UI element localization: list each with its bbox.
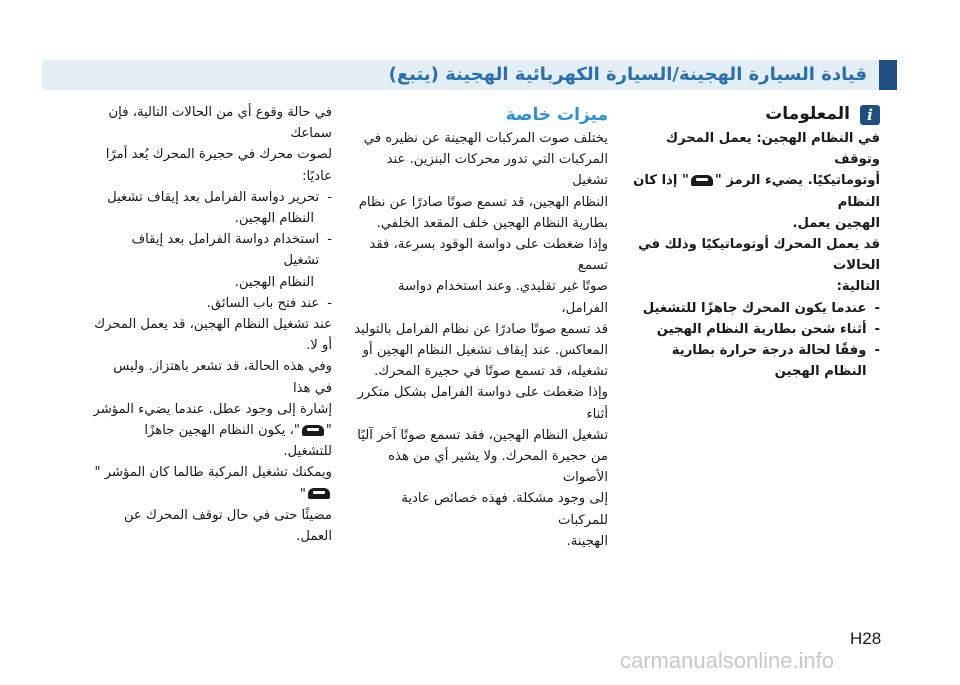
info-line-3: الهجين يعمل. (792, 215, 880, 231)
text-line: يختلف صوت المركبات الهجينة عن نظيره في (363, 131, 608, 146)
ready-indicator-icon (691, 175, 713, 186)
text-line: وإذا ضغطت على دواسة الفرامل بشكل متكرر أثناء (357, 385, 608, 422)
text-line: بطارية النظام الهجين خلف المقعد الخلفي. (376, 215, 608, 231)
text-line: من حجيرة المحرك. ولا يشير أي من هذه الأصوات (388, 449, 608, 486)
text-line: النظام الهجين. (234, 274, 314, 290)
special-features-column (348, 102, 608, 552)
info-line-1: في النظام الهجين: يعمل المحرك وتوقف (666, 131, 880, 168)
title-accent-block (879, 60, 897, 90)
list-item: - تحرير دواسة الفرامل بعد إيقاف تشغيل (107, 189, 332, 205)
info-line-5: التالية: (836, 279, 880, 295)
engine-sound-column (92, 102, 332, 547)
section-title: قيادة السيارة الهجينة/السيارة الكهربائية الهجينة (يتبع) (388, 64, 867, 85)
text-line: النظام الهجين. (234, 211, 314, 227)
list-item: - استخدام دواسة الفرامل بعد إيقاف تشغيل (131, 232, 332, 269)
page-number: H28 (850, 629, 882, 648)
special-features-heading: ميزات خاصة (505, 105, 608, 125)
ready-indicator-icon (302, 425, 324, 436)
section-title-bar (42, 60, 897, 90)
info-icon: i (860, 105, 880, 125)
info-bullet: - أثناء شحن بطارية النظام الهجين (656, 321, 880, 337)
info-heading (630, 102, 880, 128)
text-line: ""، يكون النظام الهجين جاهزًا للتشغيل. (144, 423, 332, 460)
text-line: تشغيله، قد تسمع صوتًا في حجيرة المحرك. (374, 364, 608, 380)
text-line: الهجينة. (566, 533, 608, 549)
info-line-2: أوتوماتيكيًا. يضيء الرمز "" إذا كان النظام (633, 173, 880, 210)
list-item: - عند فتح باب السائق. (206, 295, 332, 311)
info-heading-text: المعلومات (765, 104, 850, 125)
text-line: وفي هذه الحالة، قد تشعر باهتزاز. وليس في هذا (113, 359, 332, 396)
text-line: في حالة وقوع أي من الحالات التالية، فإن سماعك (108, 105, 332, 142)
info-line-4: قد يعمل المحرك أوتوماتيكيًا وذلك في الحالات (638, 237, 880, 274)
text-line: المعاكس. عند إيقاف تشغيل النظام الهجين أو (362, 343, 608, 359)
text-line: إشارة إلى وجود عطل. عندما يضيء المؤشر (93, 401, 332, 417)
ready-indicator-icon (308, 488, 330, 499)
watermark: carmanualsonline.info (620, 648, 835, 673)
text-line: لصوت محرك في حجيرة المحرك يُعد أمرًا عاديًا: (105, 147, 332, 184)
text-line: عند تشغيل النظام الهجين، قد يعمل المحرك أو لا. (94, 317, 332, 354)
text-line: المركبات التي تدور محركات البنزين. عند تشغيل (386, 152, 608, 189)
info-bullet: - وفقًا لحالة درجة حرارة بطارية النظام الهجين (671, 343, 880, 380)
text-line: ويمكنك تشغيل المركبة طالما كان المؤشر "" (94, 465, 332, 502)
text-line: وإذا ضغطت على دواسة الوقود بسرعة، فقد تسمع (369, 237, 608, 274)
info-column (630, 102, 880, 382)
text-line: تشغيل النظام الهجين، فقد تسمع صوتًا آخر آليًا (357, 427, 608, 443)
text-line: قد تسمع صوتًا صادرًا عن نظام الفرامل بالتوليد (354, 321, 608, 337)
text-line: مضيئًا حتى في حال توقف المحرك عن العمل. (123, 507, 332, 545)
text-line: النظام الهجين، قد تسمع صوتًا صادرًا عن نظام (358, 194, 608, 210)
info-bullet: - عندما يكون المحرك جاهزًا للتشغيل (642, 300, 880, 316)
text-line: صوتًا غير تقليدي. وعند استخدام دواسة الفرامل، (397, 279, 608, 316)
text-line: إلى وجود مشكلة. فهذه خصائص عادية للمركبات (401, 491, 608, 528)
